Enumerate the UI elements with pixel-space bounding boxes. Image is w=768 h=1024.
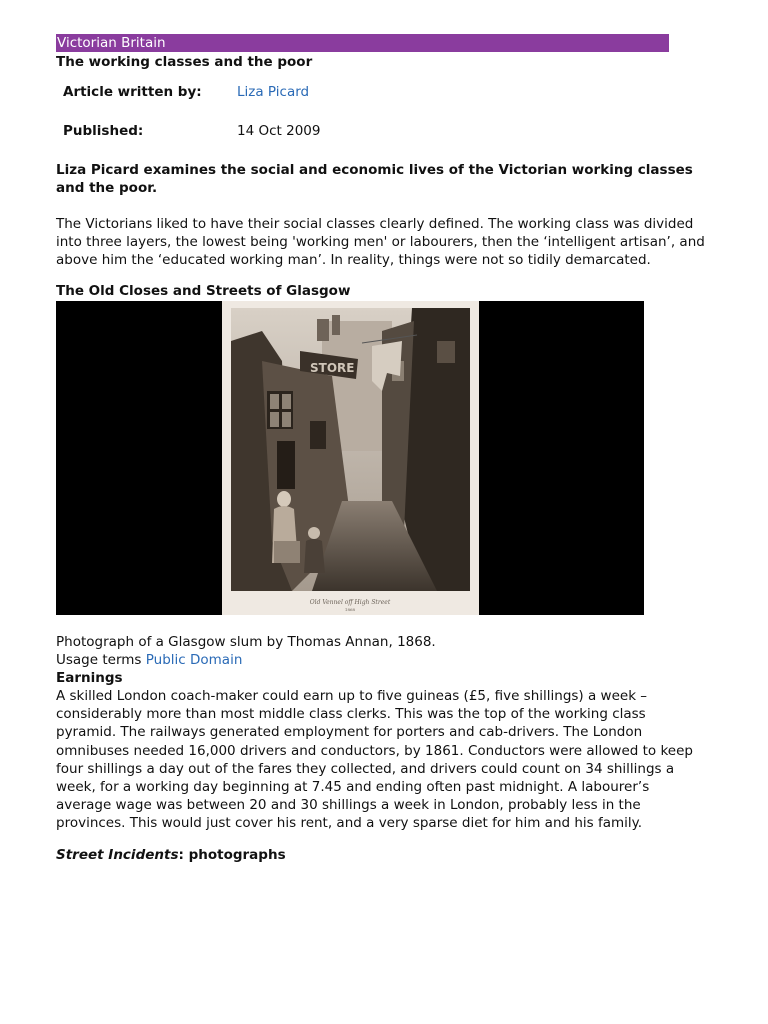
author-row [56, 83, 708, 101]
author-label: Article written by: [63, 84, 202, 100]
street-incidents-rest: : photographs [178, 846, 286, 863]
street-incidents-heading [56, 846, 708, 864]
usage-label: Usage terms [56, 652, 146, 668]
article-subtitle: The working classes and the poor [56, 54, 313, 70]
section-banner: Victorian Britain [56, 34, 669, 52]
body-paragraph-1: The Victorians liked to have their social classes clearly defined. The working class was divided into three layers, the lowest being 'working men' or labourers, then the ‘intelligent artisan’, and above him the ‘educated working man’. In reality, things were not so tidily demarcated. [56, 216, 705, 268]
photo-illustration [222, 301, 479, 615]
section-heading-glasgow: The Old Closes and Streets of Glasgow [56, 283, 351, 299]
earnings-paragraph: A skilled London coach-maker could earn up to five guineas (£5, five shillings) a week – considerably more than most middle class clerks. This was the top of the working class pyramid. The railways generated employment for porters and cab-drivers. The London omnibuses needed 16,000 drivers and conductors, by 1861. Conductors were allowed to keep four shillings a day out of the fares they collected, and drivers could count on 34 shillings a week, for a working day beginning at 7.45 and ending often past midnight. A labourer’s average wage was between 20 and 30 shillings a week in London, probably less in the provinces. This would just cover his rent, and a very sparse diet for him and his family. [56, 688, 693, 832]
plate-number: 1868 [344, 607, 356, 612]
earnings-heading: Earnings [56, 670, 123, 686]
published-row [56, 122, 708, 140]
public-domain-link[interactable]: Public Domain [145, 652, 243, 668]
published-date: 14 Oct 2009 [237, 123, 321, 139]
published-label: Published: [63, 123, 144, 139]
author-link[interactable]: Liza Picard [237, 84, 310, 100]
photo-frame[interactable] [56, 301, 644, 615]
glasgow-slum-photo [222, 301, 479, 615]
sign-text: STORE [310, 361, 355, 375]
street-incidents-italic: Street Incidents [56, 846, 179, 863]
photo-caption: Photograph of a Glasgow slum by Thomas Annan, 1868. [56, 634, 436, 650]
article [56, 34, 708, 864]
usage-terms [56, 651, 708, 669]
plate-caption: Old Vennel off High Street [309, 599, 391, 606]
intro-paragraph: Liza Picard examines the social and economic lives of the Victorian working classes and the poor. [56, 162, 693, 196]
